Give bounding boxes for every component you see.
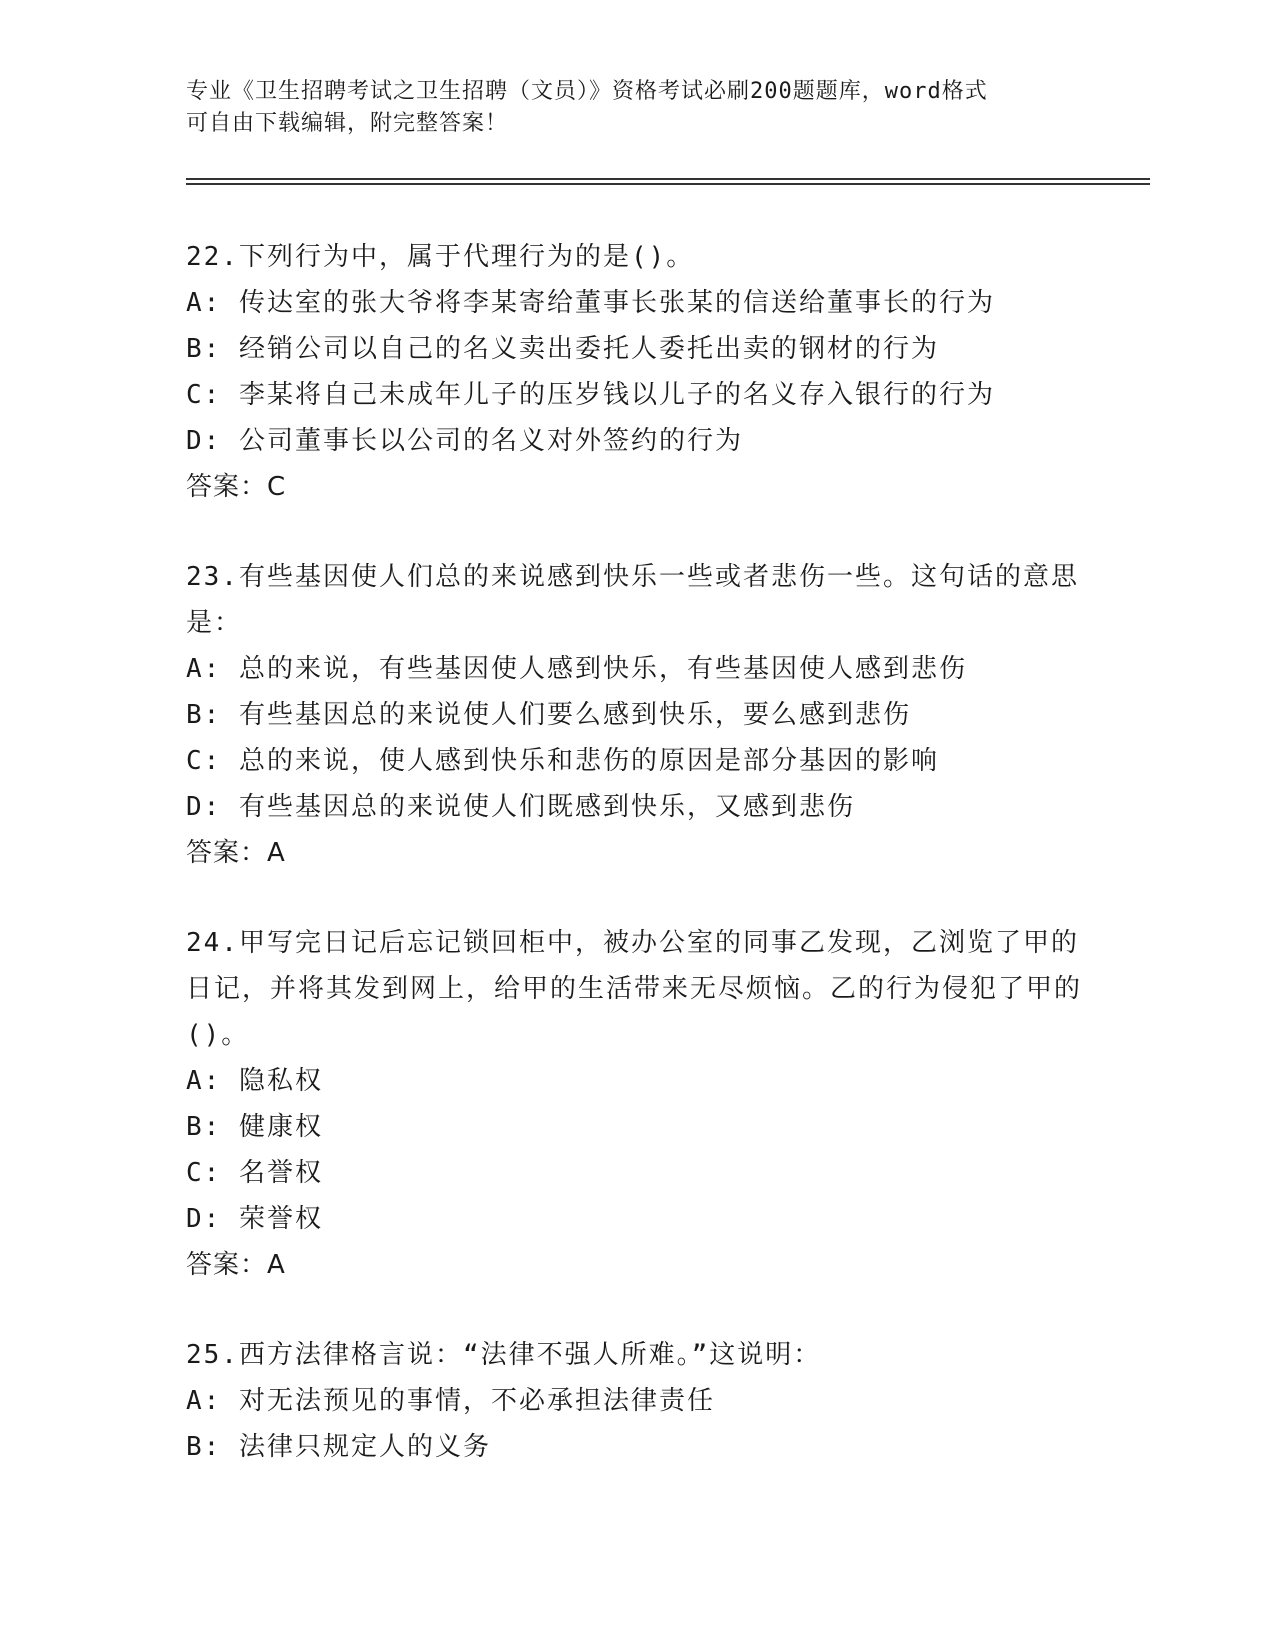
question-23: [186, 554, 1086, 876]
question-stem: 24.甲写完日记后忘记锁回柜中，被办公室的同事乙发现，乙浏览了甲的日记，并将其发到网上，给甲的生活带来无尽烦恼。乙的行为侵犯了甲的()。: [186, 928, 1083, 1050]
question-list: [186, 234, 1086, 1514]
question-25: [186, 1332, 1086, 1470]
answer-line: 答案：C: [186, 472, 287, 502]
option-b: B: 健康权: [186, 1112, 323, 1142]
option-c: C: 总的来说，使人感到快乐和悲伤的原因是部分基因的影响: [186, 746, 939, 776]
header-title-line2: 可自由下载编辑，附完整答案！: [186, 111, 509, 136]
question-22: [186, 234, 1086, 510]
option-c: C: 李某将自己未成年儿子的压岁钱以儿子的名义存入银行的行为: [186, 380, 995, 410]
header-title-line1: 专业《卫生招聘考试之卫生招聘（文员）》资格考试必刷200题题库，word格式: [186, 79, 988, 104]
option-a: A: 对无法预见的事情，不必承担法律责任: [186, 1386, 715, 1416]
header-divider-top: [186, 178, 1150, 180]
header-divider-bottom: [186, 183, 1150, 185]
option-a: A: 传达室的张大爷将李某寄给董事长张某的信送给董事长的行为: [186, 288, 995, 318]
answer-line: 答案：A: [186, 838, 286, 868]
option-b: B: 法律只规定人的义务: [186, 1432, 491, 1462]
option-d: D: 荣誉权: [186, 1204, 323, 1234]
question-stem: 25.西方法律格言说：“法律不强人所难。”这说明：: [186, 1340, 822, 1370]
option-b: B: 经销公司以自己的名义卖出委托人委托出卖的钢材的行为: [186, 334, 939, 364]
question-24: [186, 920, 1086, 1288]
question-stem: 23.有些基因使人们总的来说感到快乐一些或者悲伤一些。这句话的意思是：: [186, 562, 1079, 638]
option-a: A: 总的来说，有些基因使人感到快乐，有些基因使人感到悲伤: [186, 654, 967, 684]
question-stem: 22.下列行为中，属于代理行为的是()。: [186, 242, 695, 272]
option-d: D: 有些基因总的来说使人们既感到快乐，又感到悲伤: [186, 792, 855, 822]
option-d: D: 公司董事长以公司的名义对外签约的行为: [186, 426, 743, 456]
option-a: A: 隐私权: [186, 1066, 323, 1096]
option-c: C: 名誉权: [186, 1158, 323, 1188]
option-b: B: 有些基因总的来说使人们要么感到快乐，要么感到悲伤: [186, 700, 911, 730]
document-header: [186, 76, 1086, 140]
answer-line: 答案：A: [186, 1250, 286, 1280]
